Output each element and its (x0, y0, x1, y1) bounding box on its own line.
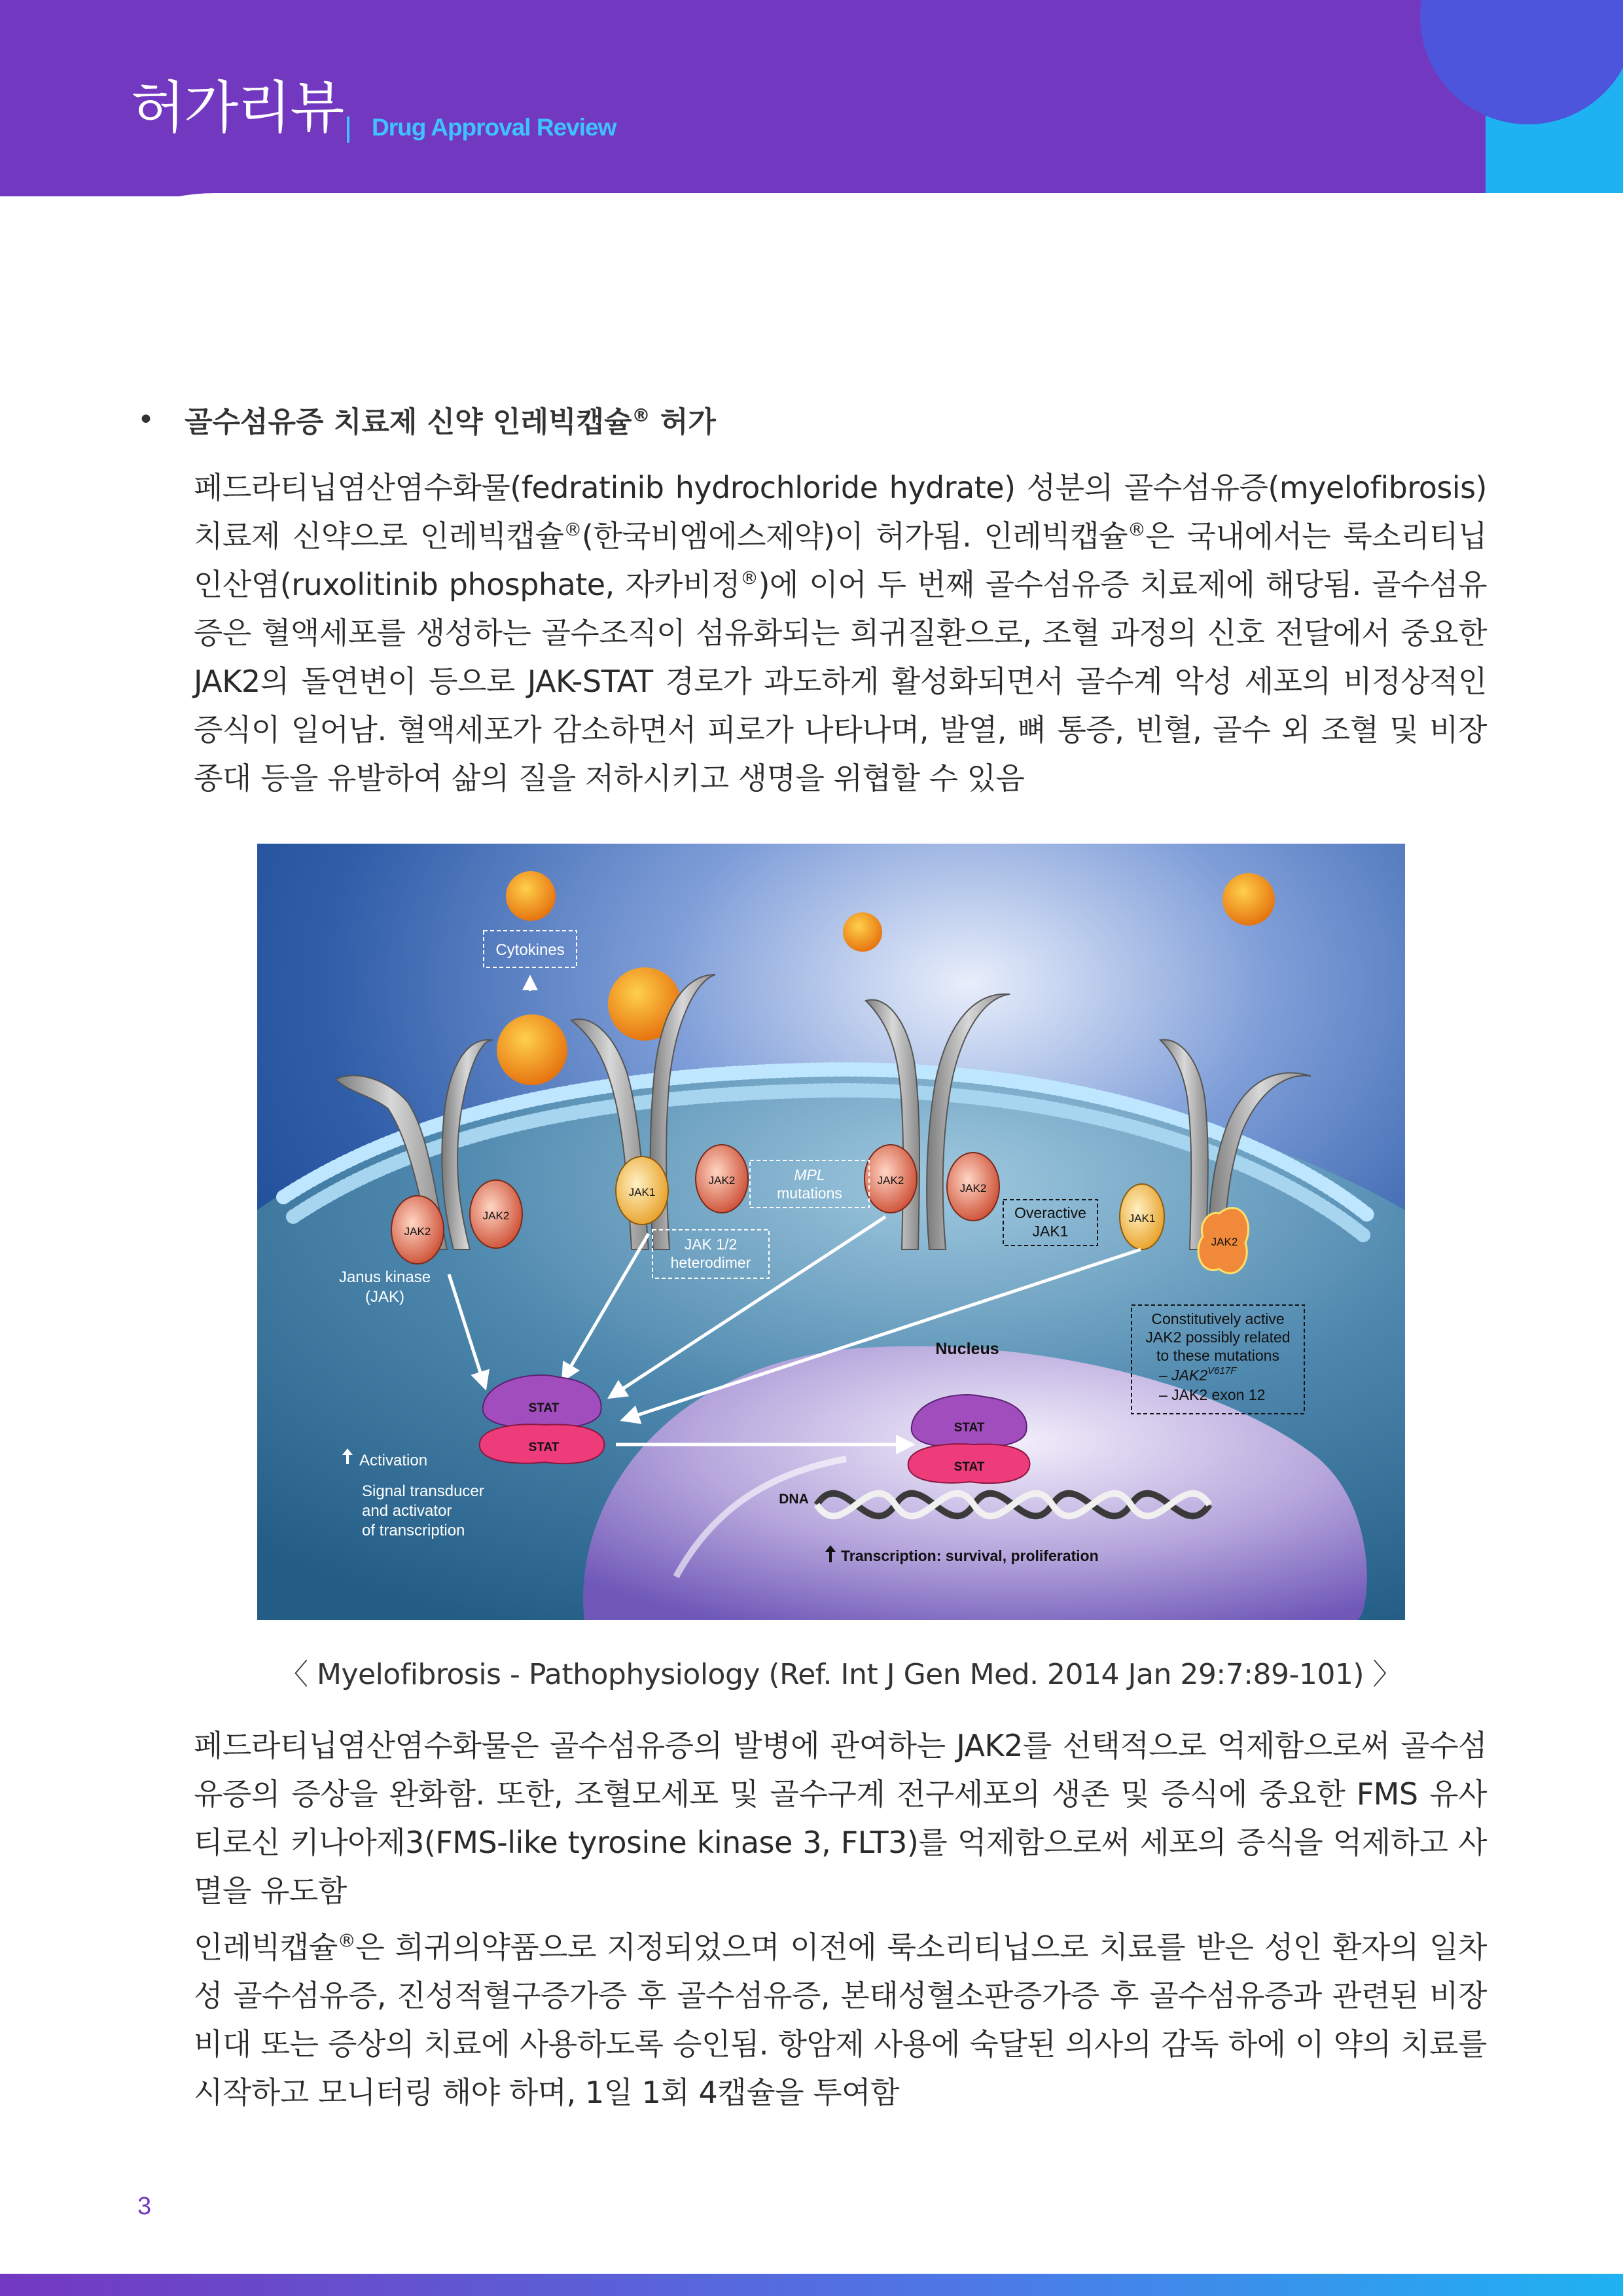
para1-text-1: 페드라티닙염산염수화물(fedratinib hydrochloride hydrate) 성분의 골수섬유증(myelofibrosis) 치료제 신약으로 인레빅캡슐 (194, 470, 1487, 554)
constitutive-label-line5: – JAK2 exon 12 (1159, 1386, 1266, 1403)
overactive-label-line2: JAK1 (1032, 1223, 1069, 1240)
v617f-superscript: V617F (1207, 1365, 1237, 1376)
jak2-v617f-label: – JAK2 (1159, 1367, 1208, 1384)
stat-label: STAT (528, 1401, 560, 1415)
constitutive-label-line2: JAK2 possibly related (1145, 1329, 1291, 1346)
overactive-label-line1: Overactive (1014, 1204, 1086, 1221)
stat-label: STAT (954, 1460, 985, 1474)
header-subtitle: Drug Approval Review (372, 114, 616, 141)
constitutive-label-line3: to these mutations (1156, 1347, 1279, 1364)
dna-label: DNA (779, 1492, 809, 1507)
mpl-label-line1: MPL (794, 1166, 825, 1183)
nucleus-label: Nucleus (935, 1340, 999, 1358)
constitutive-label-line1: Constitutively active (1151, 1310, 1285, 1327)
registered-mark: ® (563, 518, 582, 541)
header-separator (347, 117, 349, 143)
pathophysiology-figure (257, 844, 1405, 1620)
section-title (185, 404, 716, 440)
cytokine (506, 871, 556, 921)
signal-transducer-line1: Signal transducer (362, 1482, 484, 1500)
jak2-label: JAK2 (877, 1174, 904, 1187)
jak1-label: JAK1 (1128, 1212, 1156, 1225)
cytokine (1222, 873, 1275, 925)
registered-mark: ® (740, 567, 758, 589)
activation-label: Activation (359, 1452, 428, 1469)
para1-text-4: )에 이어 두 번째 골수섬유증 치료제에 해당됨. 골수섬유증은 혈액세포를 생성하는 골수조직이 섬유화되는 희귀질환으로, 조혈 과정의 신호 전달에서 중요한 JAK2의 돌연변이 등으로 JAK-STAT 경로가 과도하게 활성화되면서 골수계 악성 세포의 비정상적인 증식이 일어남. 혈액세포가 감소하면서 피로가 나타나며, 발열, 뼈 통증, 빈혈, 골수 외 조혈 및 비장 종대 등을 유발하여 삶의 질을 저하시키고 생명을 위협할 수 있음 (194, 567, 1487, 796)
stat-label: STAT (528, 1441, 560, 1454)
para3-text-1: 인레빅캡슐 (194, 1929, 338, 1965)
jak2-label: JAK2 (708, 1174, 736, 1187)
jak2-label: JAK2 (959, 1182, 987, 1194)
signal-transducer-line2: and activator (362, 1502, 452, 1520)
registered-mark: ® (337, 1929, 356, 1952)
signal-transducer-line3: of transcription (362, 1522, 465, 1539)
transcription-label: Transcription: survival, proliferation (841, 1547, 1099, 1564)
jak2-label: JAK2 (404, 1225, 431, 1238)
header-title: 허가리뷰 (131, 75, 344, 141)
para1-text-3: 은 국내에서는 룩소리티닙인산염(ruxolitinib phosphate, 자카비정 (194, 518, 1488, 602)
jak-label-line2: (JAK) (365, 1288, 404, 1306)
para3-text-2: 은 희귀의약품으로 지정되었으며 이전에 룩소리티닙으로 치료를 받은 성인 환자의 일차성 골수섬유증, 진성적혈구증가증 후 골수섬유증, 본태성혈소판증가증 후 골수섬유증과 관련된 비장비대 또는 증상의 치료에 사용하도록 승인됨. 항암제 사용에 숙달된 의사의 감독 하에 이 약의 치료를 시작하고 모니터링 해야 하며, 1일 1회 4캡슐을 투여함 (194, 1929, 1487, 2110)
jak2-label: JAK2 (1211, 1236, 1238, 1248)
registered-mark: ® (632, 404, 651, 426)
intro-paragraph (194, 463, 1487, 802)
mpl-label-line2: mutations (777, 1185, 842, 1202)
page-number: 3 (137, 2193, 152, 2220)
footer-bar (0, 2274, 1623, 2296)
figure-caption: 〈 Myelofibrosis - Pathophysiology (Ref. Int J Gen Med. 2014 Jan 29:7:89-101) 〉 (279, 1658, 1401, 1691)
jak-label-line1: Janus kinase (338, 1268, 431, 1286)
section-title-text: 골수섬유증 치료제 신약 인레빅캡슐 (185, 405, 632, 439)
jak1-label: JAK1 (628, 1186, 656, 1198)
cytokine (497, 1014, 567, 1085)
indication-paragraph (194, 1923, 1487, 2117)
section-title-suffix: 허가 (650, 405, 716, 439)
jak2-label: JAK2 (482, 1210, 510, 1222)
stat-label: STAT (954, 1421, 985, 1435)
mechanism-paragraph: 페드라티닙염산염수화물은 골수섬유증의 발병에 관여하는 JAK2를 선택적으로 억제함으로써 골수섬유증의 증상을 완화함. 또한, 조혈모세포 및 골수구계 전구세포의 생존 및 증식에 중요한 FMS 유사 티로신 키나아제3(FMS-like tyrosine kinase 3, FLT3)를 억제함으로써 세포의 증식을 억제하고 사멸을 유도함 (194, 1728, 1487, 1909)
jak12-label-line2: heterodimer (670, 1254, 751, 1271)
registered-mark: ® (1128, 518, 1146, 541)
section-bullet: • (137, 403, 154, 437)
cytokine (843, 912, 882, 952)
jak12-label-line1: JAK 1/2 (684, 1236, 738, 1253)
cytokines-label: Cytokines (495, 941, 565, 959)
para1-text-2: (한국비엠에스제약)이 허가됨. 인레빅캡슐 (581, 518, 1128, 554)
